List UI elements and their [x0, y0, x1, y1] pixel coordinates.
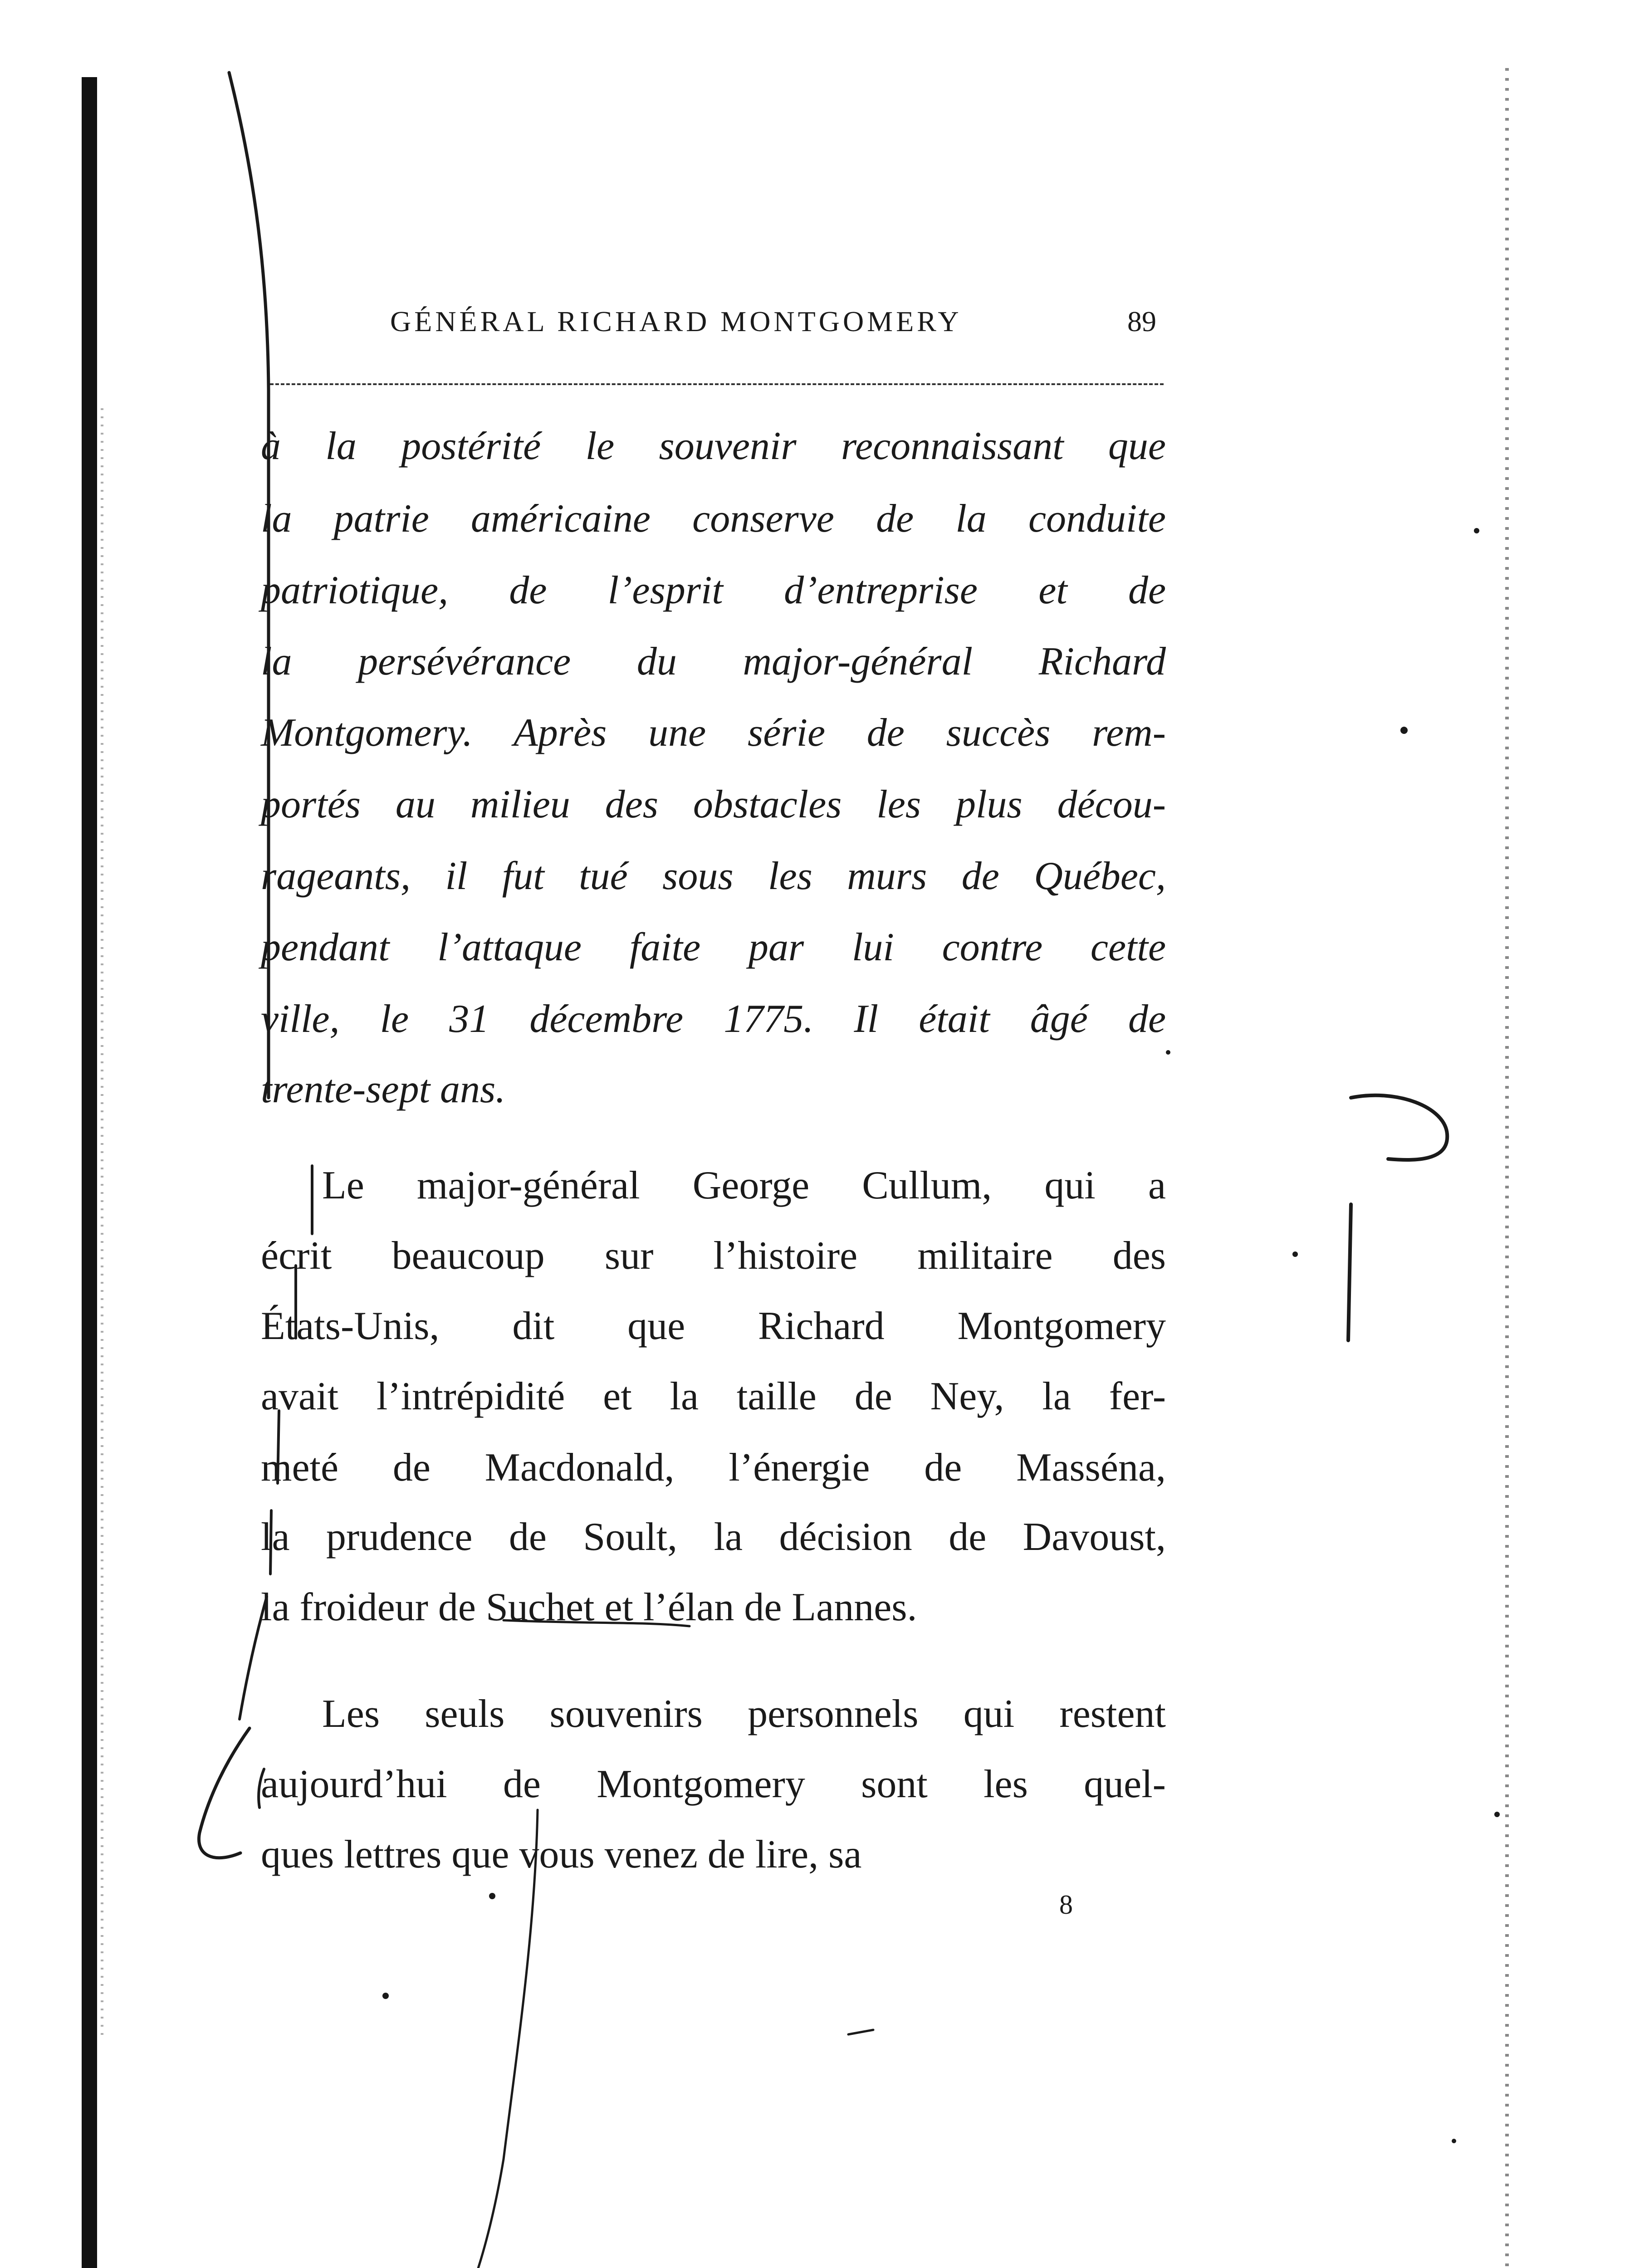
text-line: Le major-général George Cullum, qui a [322, 1163, 1166, 1207]
text-line: portés au milieu des obstacles les plus décou- [261, 782, 1166, 826]
text-line: Les seuls souvenirs personnels qui restent [322, 1692, 1166, 1736]
text-line: patriotique, de l’esprit d’entreprise et de [261, 568, 1166, 612]
signature-mark: 8 [1059, 1890, 1073, 1920]
text-line: Montgomery. Après une série de succès rem- [261, 711, 1166, 755]
text-line: meté de Macdonald, l’énergie de Masséna, [261, 1446, 1166, 1490]
text-line: écrit beaucoup sur l’histoire militaire des [261, 1234, 1166, 1278]
text-line: ville, le 31 décembre 1775. Il était âgé de [261, 997, 1166, 1041]
text-line: la froideur de Suchet et l’élan de Lannes. [261, 1585, 917, 1629]
text-line: la persévérance du major-général Richard [261, 640, 1166, 684]
text-line: trente-sept ans. [261, 1067, 506, 1111]
text-line: la prudence de Soult, la décision de Davoust, [261, 1515, 1166, 1559]
text-line: la patrie américaine conserve de la conduite [261, 497, 1166, 541]
text-line: États-Unis, dit que Richard Montgomery [261, 1304, 1166, 1348]
text-line: rageants, il fut tué sous les murs de Québec, [261, 854, 1166, 898]
text-line: à la postérité le souvenir reconnaissant que [261, 424, 1166, 468]
text-line: pendant l’attaque faite par lui contre cette [261, 925, 1166, 969]
text-line: ques lettres que vous venez de lire, sa [261, 1833, 862, 1877]
text-line: avait l’intrépidité et la taille de Ney, la fer- [261, 1374, 1166, 1418]
running-head: GÉNÉRAL RICHARD MONTGOMERY [390, 305, 962, 337]
page-number: 89 [1127, 305, 1156, 337]
text-line: aujourd’hui de Montgomery sont les quel- [261, 1762, 1166, 1806]
